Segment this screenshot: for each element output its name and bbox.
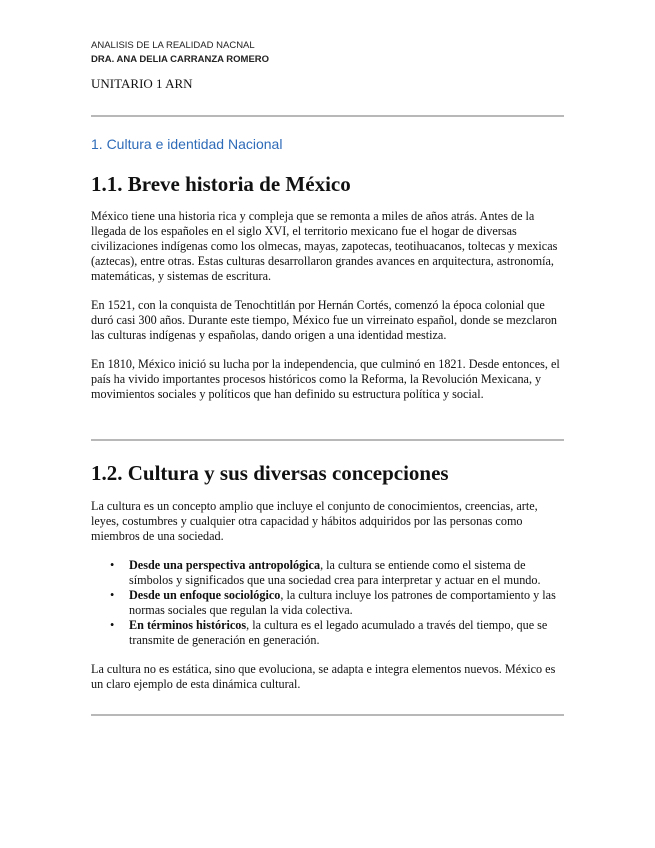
- list-item-term: En términos históricos: [129, 617, 247, 632]
- section-title: 1. Cultura e identidad Nacional: [91, 136, 283, 152]
- paragraph-historia-2: En 1521, con la conquista de Tenochtitlán por Hernán Cortés, comenzó la época colonial que duró casi 300 años. Durante este tiempo, México fue un virreinato español, donde se mezclaron las culturas indígenas y españolas, dando origen a una identidad mestiza.: [91, 298, 558, 342]
- list-item-term: Desde una perspectiva antropológica: [129, 558, 321, 572]
- header-author: DRA. ANA DELIA CARRANZA ROMERO: [91, 54, 270, 65]
- header-course-title: ANALISIS DE LA REALIDAD NACNAL: [91, 40, 255, 51]
- list-item-text: , la cultura es el legado acumulado a través del tiempo, que se transmite de generación en generación.: [129, 617, 548, 647]
- divider: [91, 115, 564, 117]
- paragraph-cultura-closing: La cultura no es estática, sino que evoluciona, se adapta e integra elementos nuevos. México es un claro ejemplo de esta dinámica cultural.: [91, 662, 556, 691]
- paragraph-historia-1: México tiene una historia rica y compleja que se remonta a miles de años atrás. Antes de la llegada de los españoles en el siglo XVI, el territorio mexicano fue el hogar de diversas civilizaciones indígenas como los olmecas, mayas, zapotecas, teotihuacanos, toltecas y mexicas (aztecas), entre otras. Estas culturas desarrollaron grandes avances en arquitectura, astronomía, matemáticas, y sistemas de escritura.: [91, 209, 558, 283]
- list-item: [91, 618, 566, 648]
- list-item-text: , la cultura incluye los patrones de comportamiento y las normas sociales que regulan la vida colectiva.: [129, 587, 556, 617]
- bullet-icon: •: [110, 558, 115, 572]
- divider: [91, 714, 564, 716]
- list-item-text: , la cultura se entiende como el sistema de símbolos y significados que una sociedad crea para interpretar y actuar en el mundo.: [129, 558, 541, 587]
- paragraph-cultura-intro: La cultura es un concepto amplio que incluye el conjunto de conocimientos, creencias, arte, leyes, costumbres y cualquier otra capacidad y hábitos adquiridos por las personas como miembros de una sociedad.: [91, 499, 538, 543]
- divider: [91, 439, 564, 441]
- list-item-term: Desde un enfoque sociológico: [129, 587, 281, 602]
- bullet-icon: •: [110, 617, 115, 632]
- list-item: [91, 558, 566, 588]
- concepts-list: [91, 558, 566, 647]
- unit-label: UNITARIO 1 ARN: [91, 76, 193, 91]
- bullet-icon: •: [110, 587, 115, 602]
- heading-cultura-concepciones: 1.2. Cultura y sus diversas concepciones: [91, 461, 449, 485]
- paragraph-historia-3: En 1810, México inició su lucha por la independencia, que culminó en 1821. Desde entonces, el país ha vivido importantes procesos históricos como la Reforma, la Revolución Mexicana, y movimientos sociales y políticos que han definido su estructura política y social.: [91, 357, 560, 401]
- heading-breve-historia: 1.1. Breve historia de México: [91, 172, 351, 196]
- list-item: [91, 588, 566, 618]
